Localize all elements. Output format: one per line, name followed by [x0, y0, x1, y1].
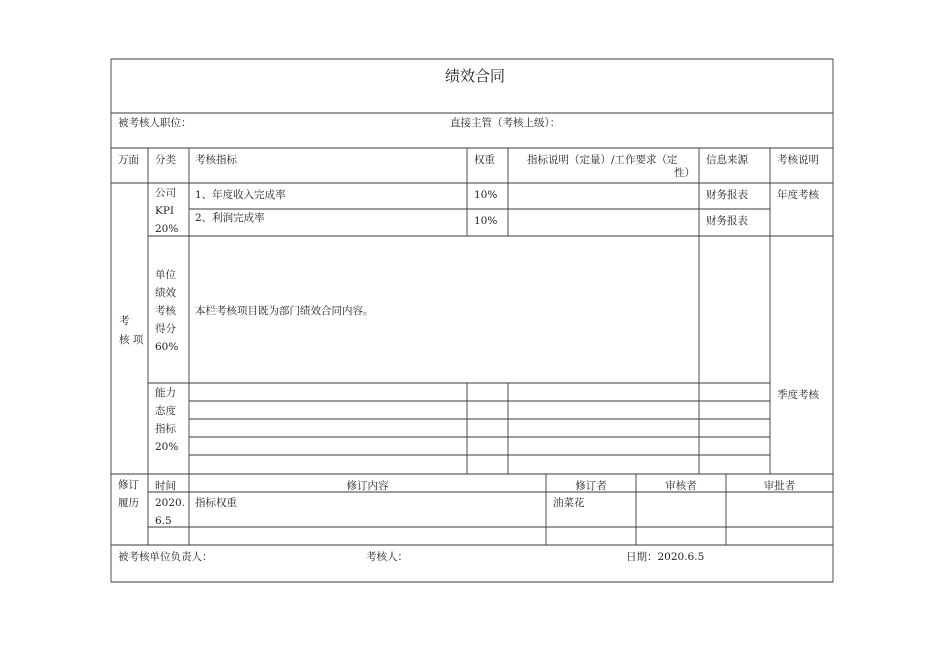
col-header-description: 指标说明（定量）/工作要求（定	[527, 154, 678, 166]
unit-performance-content: 本栏考核项目既为部门绩效合同内容。	[195, 305, 374, 317]
kpi-source-profit: 财务报表	[706, 215, 748, 227]
footer-assessor: 考核人：	[366, 551, 408, 563]
revision-header-reviser: 修订者	[575, 480, 607, 492]
category-line: 能力	[155, 387, 176, 399]
category-line: 20%	[155, 441, 179, 453]
col-header-weight: 权重	[474, 154, 495, 166]
category-line: 20%	[155, 223, 179, 235]
col-header-source: 信息来源	[706, 154, 748, 166]
col-header-description-cont: 性）	[674, 167, 695, 179]
page-title: 绩效合同	[444, 67, 505, 85]
revision-header-content: 修订内容	[346, 480, 389, 492]
kpi-indicator-profit: 2、利润完成率	[195, 212, 265, 224]
supervisor-label: 直接主管（考核上级）：	[450, 117, 561, 129]
revision-time-line: 6.5	[155, 515, 172, 527]
revision-row-time	[155, 494, 185, 530]
kpi-indicator-revenue: 1、年度收入完成率	[195, 189, 286, 201]
col-header-category: 分类	[155, 154, 176, 166]
company-kpi-category	[155, 184, 178, 238]
kpi-note: 年度考核	[777, 189, 819, 201]
revision-label	[118, 476, 139, 512]
footer-unit-head: 被考核单位负责人：	[118, 551, 213, 563]
category-line: 公司	[155, 187, 176, 199]
category-line: 60%	[155, 341, 179, 353]
category-line: 绩效	[155, 287, 176, 299]
revision-time-line: 2020.	[155, 497, 186, 509]
category-line: 得分	[155, 323, 176, 335]
revision-row-content: 指标权重	[195, 497, 237, 509]
ability-category	[155, 384, 178, 456]
category-line: 态度	[155, 405, 176, 417]
side-label-line2: 核 项	[119, 334, 144, 346]
col-header-dimension: 万面	[118, 154, 139, 166]
side-label-line1: 考	[119, 315, 130, 327]
kpi-weight-profit: 10%	[474, 215, 498, 227]
revision-row-reviser: 油菜花	[553, 497, 585, 509]
footer-date: 日期：2020.6.5	[626, 551, 705, 563]
revision-header-time: 时间	[155, 480, 176, 492]
col-header-indicator: 考核指标	[195, 154, 237, 166]
category-line: 考核	[155, 305, 176, 317]
ability-note: 季度考核	[777, 389, 819, 401]
revision-label-line: 履历	[118, 497, 139, 509]
category-line: 指标	[155, 423, 176, 435]
category-line: 单位	[155, 269, 176, 281]
unit-performance-category	[155, 266, 178, 356]
position-label: 被考核人职位：	[118, 117, 192, 129]
revision-label-line: 修订	[118, 479, 139, 491]
kpi-source-revenue: 财务报表	[706, 189, 748, 201]
revision-header-approver: 审批者	[763, 480, 796, 492]
revision-header-reviewer: 审核者	[665, 480, 697, 492]
category-line: KPI	[155, 205, 175, 217]
col-header-note: 考核说明	[777, 154, 819, 166]
kpi-weight-revenue: 10%	[474, 189, 498, 201]
